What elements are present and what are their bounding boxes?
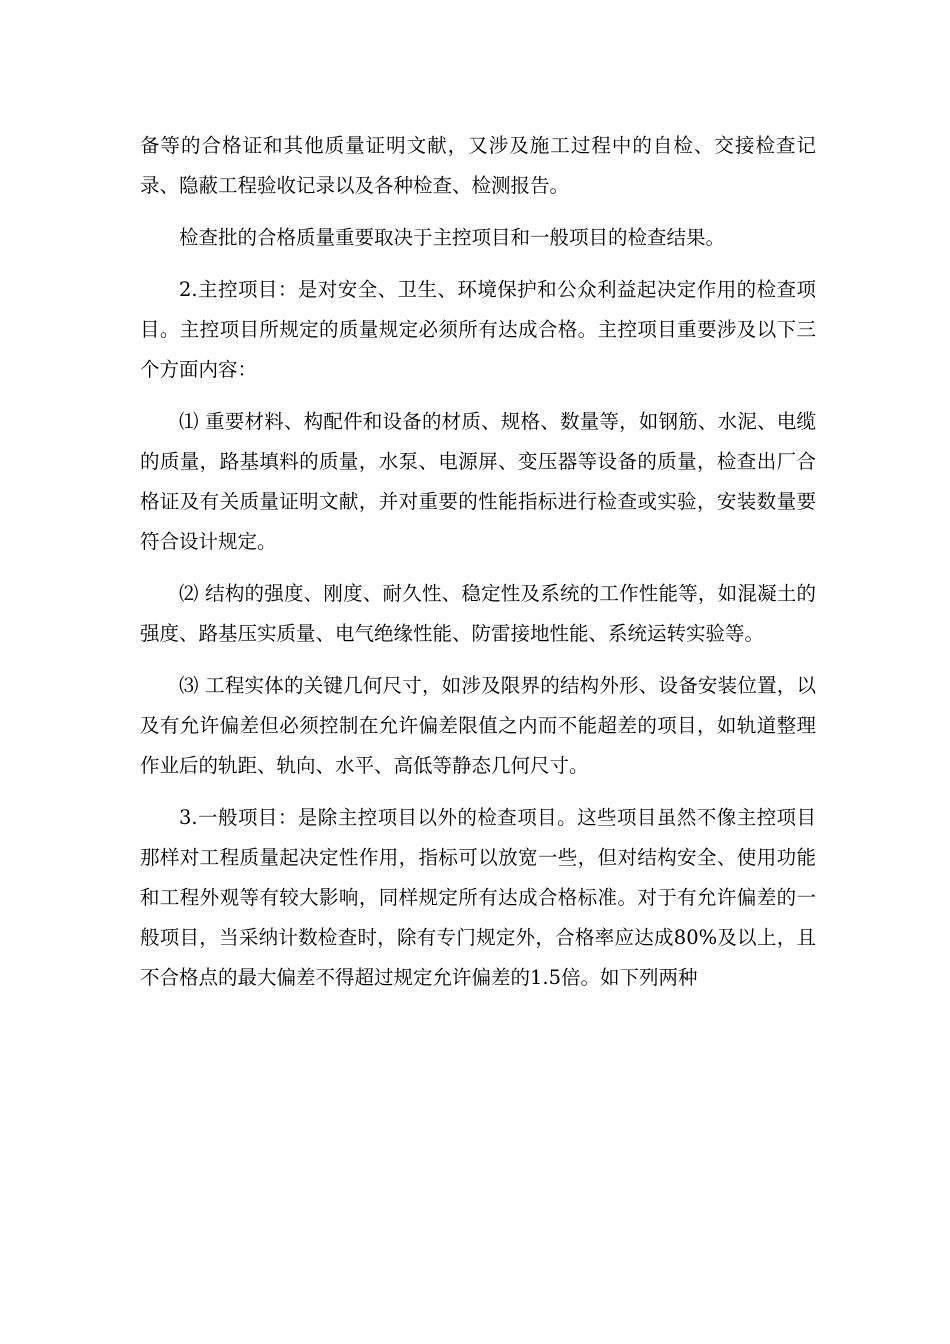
paragraph-general-items: 3.一般项目：是除主控项目以外的检查项目。这些项目虽然不像主控项目那样对工程质量起决定性作用，指标可以放宽一些，但对结构安全、使用功能和工程外观等有较大影响，同样规定所有达成合格标准。对于有允许偏差的一般项目，当采纳计数检查时，除有专门规定外，合格率应达成80%及以上，且不合格点的最大偏差不得超过规定允许偏差的1.5倍。如下列两种 bbox=[140, 806, 816, 989]
paragraph-item-3: ⑶ 工程实体的关键几何尺寸，如涉及限界的结构外形、设备安装位置，以及有允许偏差但必须控制在允许偏差限值之内而不能超差的项目，如轨道整理作业后的轨距、轨向、水平、高低等静态几何尺寸。 bbox=[140, 674, 816, 777]
paragraph-item-2: ⑵ 结构的强度、刚度、耐久性、稳定性及系统的工作性能等，如混凝土的强度、路基压实质量、电气绝缘性能、防雷接地性能、系统运转实验等。 bbox=[140, 582, 816, 645]
document-body bbox=[140, 126, 816, 1010]
paragraph-item-1: ⑴ 重要材料、构配件和设备的材质、规格、数量等，如钢筋、水泥、电缆的质量，路基填料的质量，水泵、电源屏、变压器等设备的质量，检查出厂合格证及有关质量证明文献，并对重要的性能指标进行检查或实验，安装数量要符合设计规定。 bbox=[140, 410, 816, 553]
paragraph-summary: 检查批的合格质量重要取决于主控项目和一般项目的检查结果。 bbox=[179, 226, 726, 249]
paragraph-main-control-items: 2.主控项目：是对安全、卫生、环境保护和公众利益起决定作用的检查项目。主控项目所规定的质量规定必须所有达成合格。主控项目重要涉及以下三个方面内容： bbox=[140, 278, 816, 381]
paragraph-continuation: 备等的合格证和其他质量证明文献，又涉及施工过程中的自检、交接检查记录、隐蔽工程验收记录以及各种检查、检测报告。 bbox=[140, 134, 816, 197]
